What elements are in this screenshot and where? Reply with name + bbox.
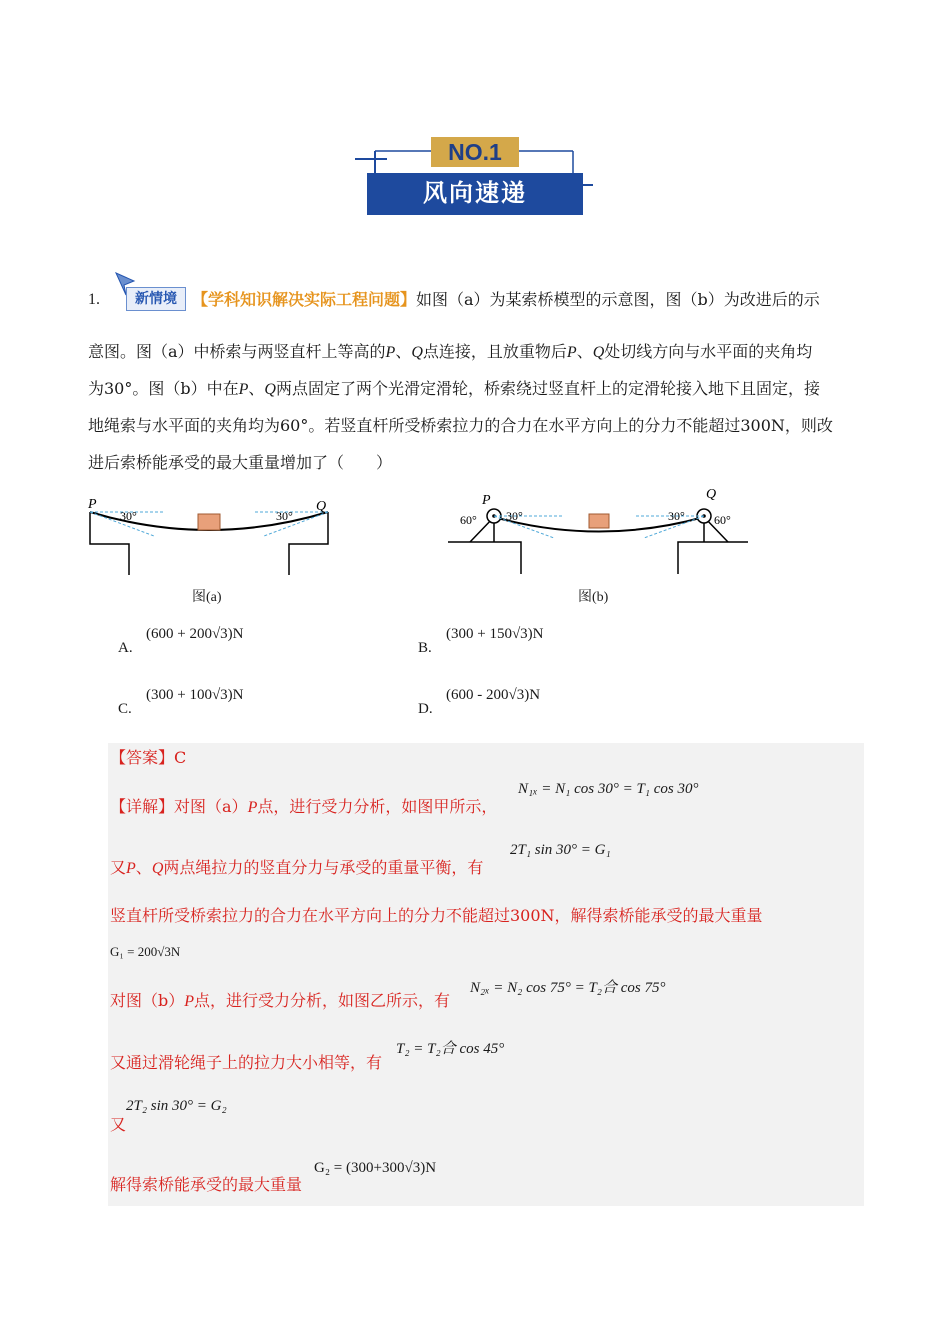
- formula-7: G₂ = (300+300√3)N: [314, 1160, 437, 1176]
- figure-a: [84, 490, 334, 580]
- option-b-expr: (300 + 150√3)N: [446, 626, 544, 642]
- angle-left-label: 30°: [120, 509, 137, 523]
- detail-line3: 竖直杆所受桥索拉力的合力在水平方向上的分力不能超过300N，解得索桥能承受的最大重量: [110, 906, 763, 925]
- formula-6: 2T₂ sin 30° = G₂: [126, 1098, 227, 1114]
- option-c-label[interactable]: C.: [118, 701, 132, 717]
- point-q-label: Q: [316, 499, 327, 514]
- formula-4: N₂ₓ = N₂ cos 75° = T₂合 cos 75°: [470, 980, 666, 996]
- option-c-expr: (300 + 100√3)N: [146, 687, 244, 703]
- question-topic: 【学科知识解决实际工程问题】: [192, 290, 417, 309]
- weight-block-b: [589, 514, 609, 528]
- ground-angle-left-b: 60°: [460, 513, 477, 527]
- option-b-label[interactable]: B.: [418, 640, 432, 656]
- option-a-label[interactable]: A.: [118, 640, 133, 656]
- question-line4: 地绳索与水平面的夹角均为60°。若竖直杆所受桥索拉力的合力在水平方向上的分力不能超过300N，则改: [88, 416, 833, 435]
- badge-title: 风向速递: [367, 173, 583, 215]
- detail-line7: 解得索桥能承受的最大重量: [110, 1175, 303, 1194]
- formula-1: N₁ₓ = N₁ cos 30° = T₁ cos 30°: [518, 781, 699, 797]
- detail-line5: 又通过滑轮绳子上的拉力大小相等，有: [110, 1053, 383, 1072]
- figure-b: [446, 484, 752, 580]
- angle-right-label-b: 30°: [668, 509, 685, 523]
- question-line3: 为30°。图（b）中在P、Q两点固定了两个光滑定滑轮，桥索绕过竖直杆上的定滑轮接入地下且固定，接: [88, 379, 820, 398]
- point-p-label: P: [88, 497, 97, 512]
- option-d-expr: (600 - 200√3)N: [446, 687, 541, 703]
- angle-left-label-b: 30°: [506, 509, 523, 523]
- badge-number: NO.1: [431, 137, 519, 167]
- section-header: [355, 135, 595, 220]
- weight-block: [198, 514, 220, 530]
- option-a-expr: (600 + 200√3)N: [146, 626, 244, 642]
- figure-a-caption: 图(a): [192, 590, 222, 605]
- answer-line: 【答案】C: [110, 748, 187, 767]
- point-p-label-b: P: [482, 493, 491, 508]
- tag-label: 新情境: [126, 287, 186, 311]
- question-line1: 如图（a）为某索桥模型的示意图，图（b）为改进后的示: [416, 290, 820, 309]
- new-context-tag: [112, 271, 192, 311]
- option-d-label[interactable]: D.: [418, 701, 433, 717]
- angle-right-label: 30°: [276, 509, 293, 523]
- detail-line2: 又P、Q两点绳拉力的竖直分力与承受的重量平衡，有: [110, 858, 484, 877]
- figure-b-caption: 图(b): [578, 590, 609, 605]
- point-q-label-b: Q: [706, 487, 717, 502]
- ground-angle-right-b: 60°: [714, 513, 731, 527]
- formula-3: G₁ = 200√3N: [110, 944, 181, 959]
- question-line2: 意图。图（a）中桥索与两竖直杆上等高的P、Q点连接，且放重物后P、Q处切线方向与水平面的夹角均: [88, 342, 813, 361]
- question-line5: 进后索桥能承受的最大重量增加了（ ）: [88, 453, 393, 472]
- question-number: 1.: [88, 291, 100, 308]
- formula-5: T₂ = T₂合 cos 45°: [396, 1041, 505, 1057]
- detail-line1: 【详解】对图（a）P点，进行受力分析，如图甲所示，: [110, 797, 498, 816]
- detail-line4: 对图（b）P点，进行受力分析，如图乙所示，有: [110, 991, 451, 1010]
- formula-2: 2T₁ sin 30° = G₁: [510, 842, 611, 858]
- detail-line6: 又: [110, 1115, 127, 1134]
